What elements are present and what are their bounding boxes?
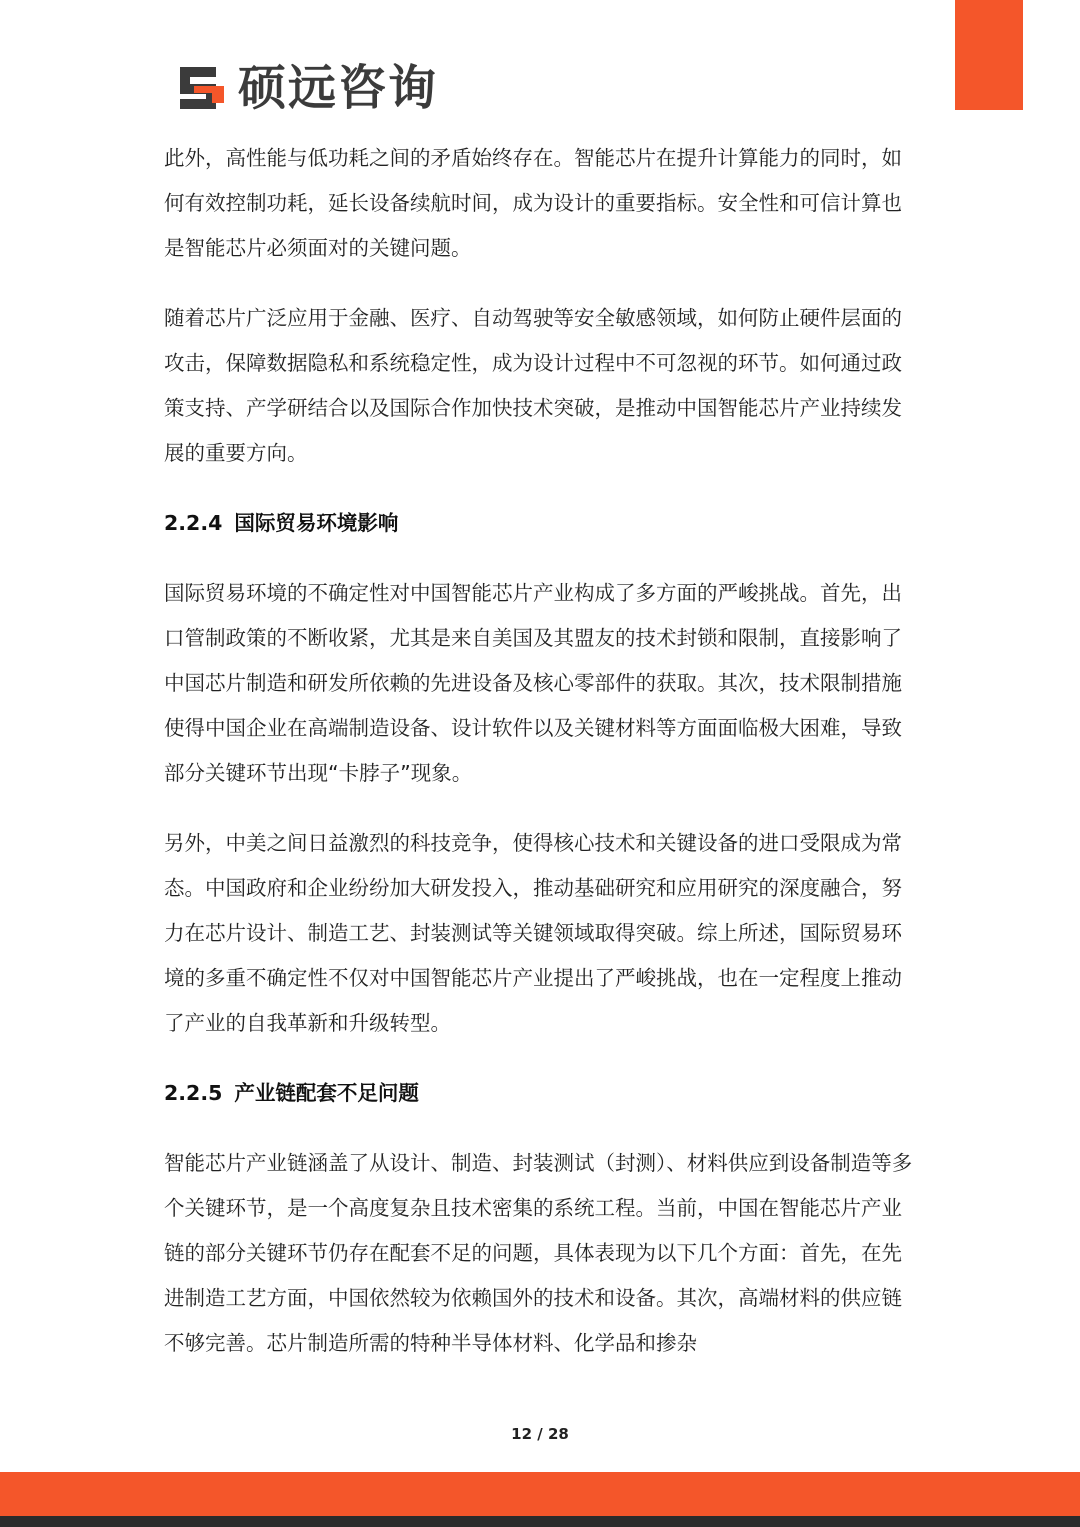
corner-accent-block	[955, 0, 1023, 110]
brand-logo	[176, 60, 438, 116]
section-heading-2-2-5	[164, 1071, 916, 1116]
section-title: 国际贸易环境影响	[234, 511, 399, 535]
paragraph: 随着芯片广泛应用于金融、医疗、自动驾驶等安全敏感领域，如何防止硬件层面的攻击，保障数据隐私和系统稳定性，成为设计过程中不可忽视的环节。如何通过政策支持、产学研结合以及国际合作加快技术突破，是推动中国智能芯片产业持续发展的重要方向。	[164, 306, 902, 465]
document-body	[164, 136, 916, 1391]
footer-dark-strip	[0, 1516, 1080, 1527]
section-number: 2.2.4	[164, 511, 223, 535]
brand-name: 硕远咨询	[238, 60, 439, 116]
footer-accent-bar	[0, 1472, 1080, 1516]
paragraph: 智能芯片产业链涵盖了从设计、制造、封装测试（封测）、材料供应到设备制造等多个关键环节，是一个高度复杂且技术密集的系统工程。当前，中国在智能芯片产业链的部分关键环节仍存在配套不足的问题，具体表现为以下几个方面：首先，在先进制造工艺方面，中国依然较为依赖国外的技术和设备。其次，高端材料的供应链不够完善。芯片制造所需的特种半导体材料、化学品和掺杂	[164, 1151, 913, 1355]
section-title: 产业链配套不足问题	[234, 1081, 419, 1105]
paragraph: 另外，中美之间日益激烈的科技竞争，使得核心技术和关键设备的进口受限成为常态。中国政府和企业纷纷加大研发投入，推动基础研究和应用研究的深度融合，努力在芯片设计、制造工艺、封装测试等关键领域取得突破。综上所述，国际贸易环境的多重不确定性不仅对中国智能芯片产业提出了严峻挑战，也在一定程度上推动了产业的自我革新和升级转型。	[164, 831, 902, 1035]
paragraph: 此外，高性能与低功耗之间的矛盾始终存在。智能芯片在提升计算能力的同时，如何有效控制功耗，延长设备续航时间，成为设计的重要指标。安全性和可信计算也是智能芯片必须面对的关键问题。	[164, 146, 902, 260]
brand-s-logo-icon	[176, 63, 228, 113]
paragraph: 国际贸易环境的不确定性对中国智能芯片产业构成了多方面的严峻挑战。首先，出口管制政策的不断收紧，尤其是来自美国及其盟友的技术封锁和限制，直接影响了中国芯片制造和研发所依赖的先进设备及核心零部件的获取。其次，技术限制措施使得中国企业在高端制造设备、设计软件以及关键材料等方面面临极大困难，导致部分关键环节出现“卡脖子”现象。	[164, 581, 902, 785]
page-number: 12 / 28	[511, 1425, 569, 1443]
section-heading-2-2-4	[164, 501, 916, 546]
section-number: 2.2.5	[164, 1081, 223, 1105]
